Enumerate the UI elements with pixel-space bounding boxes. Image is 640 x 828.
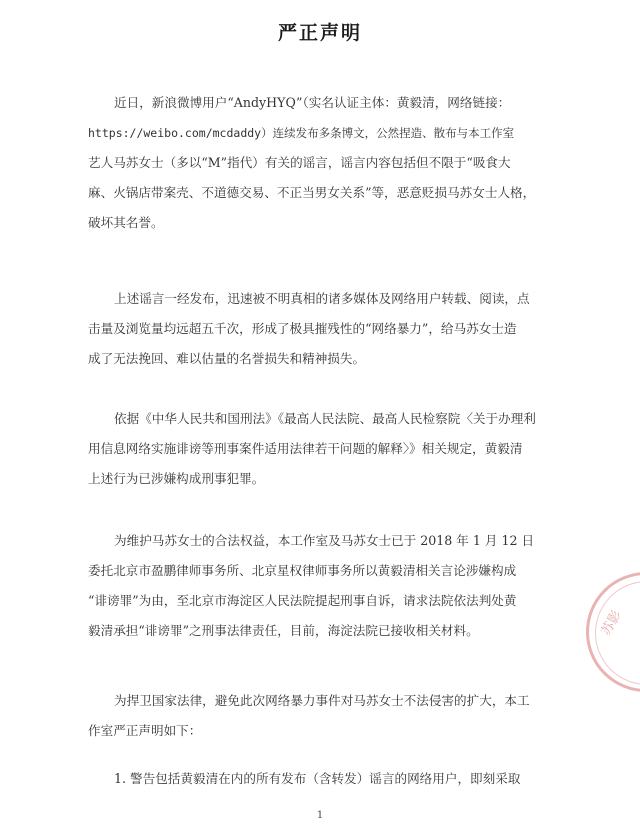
paragraph-line: 为维护马苏女士的合法权益，本工作室及马苏女士已于 2018 年 1 月 12 日 xyxy=(114,533,535,548)
official-seal-stamp xyxy=(586,572,640,692)
paragraph-line: 击量及浏览量均远超五千次，形成了极具摧残性的“网络暴力”，给马苏女士造 xyxy=(88,321,517,336)
paragraph-declaration-intro xyxy=(88,686,562,746)
paragraph-line: 成了无法挽回、难以估量的名誉损失和精神损失。 xyxy=(88,351,366,366)
document-title: 严正声明 xyxy=(277,22,362,44)
page-number: 1 xyxy=(316,810,324,821)
paragraph-line: 破坏其名誉。 xyxy=(88,215,164,230)
paragraph-line: 用信息网络实施诽谤等刑事案件适用法律若干问题的解释〉》相关规定，黄毅清 xyxy=(88,441,523,456)
paragraph-line: 近日，新浪微博用户“AndyHYQ”（实名认证主体：黄毅清，网络链接： xyxy=(114,95,511,110)
paragraph-lawsuit xyxy=(88,526,562,646)
paragraph-line-url: https://weibo.com/mcdaddy）连续发布多条博文，公然捏造、散布与本工作室 xyxy=(88,126,515,140)
paragraph-line: 上述行为已涉嫌构成刑事犯罪。 xyxy=(88,471,265,486)
paragraph-line: 为捍卫国家法律，避免此次网络暴力事件对马苏女士不法侵害的扩大，本工 xyxy=(114,693,530,708)
paragraph-line: 毅清承担“诽谤罪”之刑事法律责任，目前，海淀法院已接收相关材料。 xyxy=(88,623,479,638)
paragraph-spread-impact xyxy=(88,284,562,374)
seal-inner-ring xyxy=(595,581,640,685)
paragraph-line: 上述谣言一经发布，迅速被不明真相的诸多媒体及网络用户转载、阅读，点 xyxy=(114,291,530,306)
seal-text: 苏影 xyxy=(598,608,625,639)
paragraph-line: 依据《中华人民共和国刑法》《最高人民法院、最高人民检察院〈关于办理利 xyxy=(114,411,536,426)
paragraph-line: 作室严正声明如下： xyxy=(88,723,202,738)
paragraph-legal-basis xyxy=(88,404,562,494)
paragraph-line: 艺人马苏女士（多以“M”指代）有关的谣言，谣言内容包括但不限于“吸食大 xyxy=(88,155,511,170)
paragraph-line: 委托北京市盈鹏律师事务所、北京星权律师事务所以黄毅清相关言论涉嫌构成 xyxy=(88,563,517,578)
paragraph-line: “诽谤罪”为由，至北京市海淀区人民法院提起刑事自诉，请求法院依法判处黄 xyxy=(88,593,517,608)
paragraph-rumor-description xyxy=(88,88,562,238)
paragraph-line: 麻、火锅店带案壳、不道德交易、不正当男女关系”等，恶意贬损马苏女士人格， xyxy=(88,185,536,200)
paragraph-line: 1. 警告包括黄毅清在内的所有发布（含转发）谣言的网络用户，即刻采取 xyxy=(114,771,521,786)
paragraph-declaration-item-1 xyxy=(88,764,562,794)
